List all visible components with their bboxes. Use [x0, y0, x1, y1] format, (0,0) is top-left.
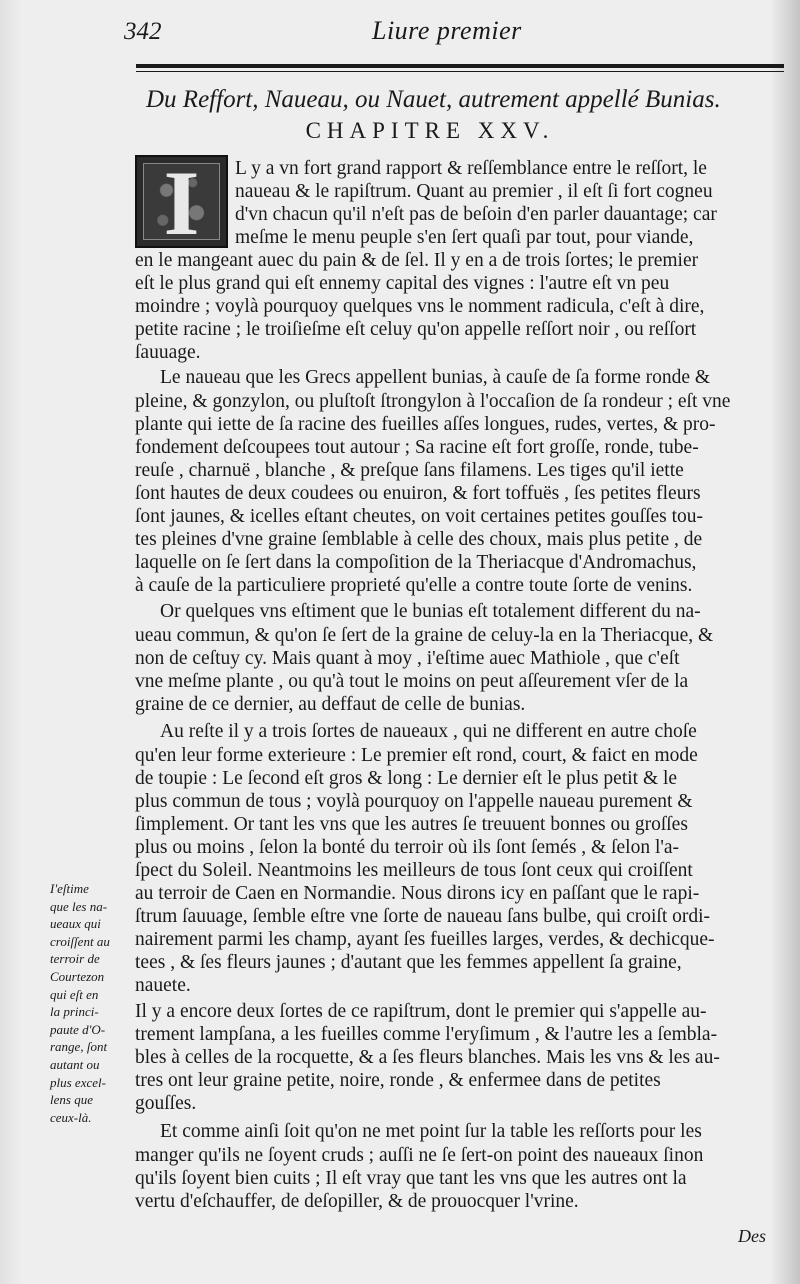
text-line: naueau & le rapiſtrum. Quant au premier , il eſt ſi fort cogneu [235, 181, 713, 202]
page-number: 342 [124, 18, 162, 45]
margin-note [50, 880, 140, 1126]
margin-note-line: croiſſent au [50, 933, 110, 949]
text-line: Or quelques vns eſtiment que le bunias eſt totalement different du na- [160, 601, 701, 622]
text-line: manger qu'ils ne ſoyent cruds ; auſſi ne ſe ſert-on point des naueaux ſinon [135, 1145, 704, 1166]
text-line: L y a vn fort grand rapport & reſſemblance entre le reſſort, le [235, 158, 707, 179]
margin-note-line: que les na- [50, 898, 108, 914]
text-line: meſme le menu peuple s'en ſert quaſi par tout, pour viande, [235, 227, 694, 248]
chapter-heading: Du Reffort, Naueau, ou Nauet, autrement appellé Bunias. [146, 86, 721, 113]
text-line: au terroir de Caen en Normandie. Nous dirons icy en paſſant que le rapi- [135, 883, 700, 904]
text-line: qu'ils ſoyent bien cuits ; Il eſt vray que tant les vns que les autres ont la [135, 1168, 687, 1189]
text-line: qu'en leur forme exterieure : Le premier eſt rond, court, & faict en mode [135, 745, 698, 766]
margin-note-line: paute d'O- [50, 1021, 106, 1037]
text-line: Le naueau que les Grecs appellent bunias, à cauſe de ſa forme ronde & [160, 367, 711, 388]
chapter-number: CHAPITRE XXV. [305, 118, 555, 143]
margin-note-line: terroir de [50, 951, 100, 967]
margin-note-line: qui eſt en [50, 986, 99, 1002]
margin-note-line: ceux-là. [50, 1109, 92, 1125]
text-line: en le mangeant auec du pain & de ſel. Il y en a de trois ſortes; le premier [135, 250, 699, 271]
text-line: ſimplement. Or tant les vns que les autres ſe treuuent bonnes ou groſſes [135, 814, 688, 835]
text-line: trement lampſana, a les fueilles comme l'eryſimum , & l'autre les a ſembla- [135, 1024, 718, 1045]
text-line: d'vn chacun qu'il n'eſt pas de beſoin d'en parler dauantage; car [235, 204, 717, 225]
text-line: pleine, & gonzylon, ou pluſtoſt ſtrongylon à l'occaſion de ſa rondeur ; eſt vne [135, 391, 731, 412]
header-rule [136, 64, 784, 68]
text-line: à cauſe de la particuliere proprieté qu'elle a contre toute ſorte de venins. [135, 575, 693, 596]
text-line: eſt le plus grand qui eſt ennemy capital des vignes : l'autre eſt vn peu [135, 273, 670, 294]
text-line: ſtrum ſauuage, ſemble eſtre vne ſorte de naueau ſans bulbe, qui croiſt ordi- [135, 906, 711, 927]
text-line: vne meſme plante , ou qu'à tout le moins on peut aſſeurement vſer de la [135, 671, 689, 692]
margin-note-line: I'eſtime [50, 881, 89, 896]
text-line: petite racine ; le troiſieſme eſt celuy qu'on appelle reſſort noir , ou reſſort [135, 319, 697, 340]
margin-note-line: range, ſont [50, 1039, 108, 1055]
text-line: nairement parmi les champ, ayant ſes fueilles larges, verdes, & dechicque- [135, 929, 715, 950]
text-line: reuſe , charnuë , blanche , & preſque ſans filamens. Les tiges qu'il iette [135, 460, 684, 481]
text-line: moindre ; voylà pourquoy quelques vns le nomment radicula, c'eſt à dire, [135, 296, 705, 317]
margin-note-line: lens que [50, 1092, 93, 1108]
text-line: vertu d'eſchauffer, de deſopiller, & de prouocquer l'vrine. [135, 1191, 579, 1212]
text-line: plante qui iette de ſa racine des fueilles aſſes longues, rudes, vertes, & pro- [135, 414, 716, 435]
margin-note-line: plus excel- [50, 1074, 106, 1090]
margin-note-line: autant ou [50, 1056, 100, 1072]
catchword: Des [738, 1226, 766, 1246]
text-line: bles à celles de la rocquette, & a ſes fleurs blanches. Mais les vns & les au- [135, 1047, 720, 1068]
text-line: ſont hautes de deux coudees ou enuiron, & fort toffuës , ſes petites fleurs [135, 483, 701, 504]
text-line: fondement deſcoupees tout autour ; Sa racine eſt fort groſſe, ronde, tube- [135, 437, 699, 458]
margin-note-line: ueaux qui [50, 916, 101, 932]
text-line: ſont jaunes, & icelles eſtant cheutes, on voit certaines petites gouſſes tou- [135, 506, 704, 527]
header-rule-thin [136, 71, 784, 72]
text-line: ueau commun, & qu'on ſe ſert de la graine de celuy-la en la Theriacque, & [135, 625, 714, 646]
text-line: Et comme ainſi ſoit qu'on ne met point ſur la table les reſſorts pour les [160, 1121, 702, 1142]
text-line: Au reſte il y a trois ſortes de naueaux , qui ne different en autre choſe [160, 721, 697, 742]
text-line: tes pleines d'vne graine ſemblable à celle des choux, mais plus petite , de [135, 529, 703, 550]
text-line: gouſſes. [135, 1093, 197, 1114]
running-title: Liure premier [372, 16, 522, 45]
drop-cap-letter: I [163, 152, 200, 254]
margin-note-line: Courtezon [50, 968, 105, 984]
running-head [124, 16, 770, 56]
text-line: plus commun de tous ; voylà pourquoy on l'appelle naueau purement & [135, 791, 693, 812]
text-line: laquelle on ſe ſert dans la compoſition de la Theriacque d'Andromachus, [135, 552, 697, 573]
text-line: ſpect du Soleil. Neantmoins les meilleurs de tous ſont ceux qui croiſſent [135, 860, 693, 881]
text-line: graine de ce dernier, au deffaut de celle de bunias. [135, 694, 526, 715]
text-line: Il y a encore deux ſortes de ce rapiſtrum, dont le premier qui s'appelle au- [135, 1001, 707, 1022]
text-line: non de ceſtuy cy. Mais quant à moy , i'eſtime auec Mathiole , que c'eſt [135, 648, 680, 669]
text-line: ſauuage. [135, 342, 201, 363]
text-line: plus ou moins , ſelon la bonté du terroir où ils ſont ſemés , & ſelon l'a- [135, 837, 680, 858]
text-line: nauete. [135, 975, 191, 996]
margin-note-line: la princi- [50, 1004, 99, 1020]
text-line: tees , & ſes fleurs jaunes ; d'autant que les femmes appellent ſa graine, [135, 952, 682, 973]
drop-cap-ornament [135, 152, 228, 254]
text-line: de toupie : Le ſecond eſt gros & long : Le dernier eſt le plus petit & le [135, 768, 678, 789]
text-line: tres ont leur graine petite, noire, ronde , & enfermee dans de petites [135, 1070, 661, 1091]
